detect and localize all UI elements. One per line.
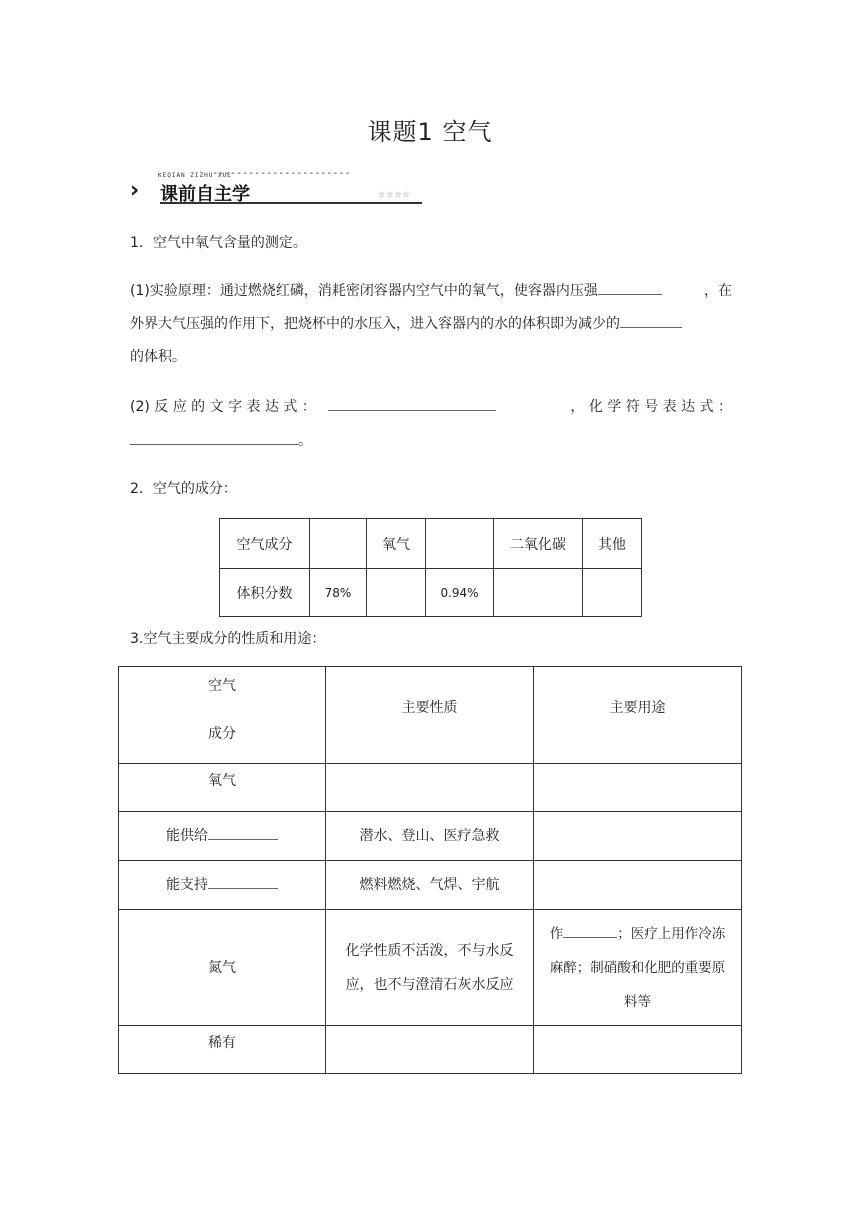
table-cell: 潜水、登山、医疗急救	[326, 812, 534, 861]
table-cell[interactable]	[534, 764, 742, 812]
header-col1-line2: 成分	[208, 726, 236, 742]
properties-table	[118, 666, 742, 1074]
q2-heading: 2．空气的成分：	[130, 481, 237, 497]
table-header-cell	[119, 667, 326, 764]
nitrogen-use-line3: 料等	[624, 993, 651, 1010]
table-header-cell: 主要性质	[326, 667, 534, 764]
table-cell: 空气成分	[220, 519, 310, 569]
blank-symbol-equation[interactable]	[130, 428, 298, 445]
q1-line4	[130, 392, 732, 422]
nitrogen-use-prefix: 作	[549, 925, 564, 942]
table-cell: 0.94%	[426, 569, 494, 617]
star-rating-icon: ☆☆☆☆	[378, 190, 411, 199]
table-cell[interactable]	[534, 861, 742, 910]
q1-p1-b: ，在	[704, 283, 732, 299]
q1-p2-b: ， 化 学 符 号 表 达 式 ：	[570, 399, 732, 415]
table-row	[220, 519, 642, 569]
table-cell[interactable]	[494, 569, 583, 617]
table-row	[119, 1026, 742, 1074]
q1-p2-c: 。	[298, 433, 312, 449]
nitrogen-use-line2: 麻醉；制硝酸和化肥的重要原	[549, 959, 726, 976]
table-cell[interactable]	[326, 764, 534, 812]
table-cell: 稀有	[119, 1026, 326, 1074]
q1-p2-a: (2) 反 应 的 文 字 表 达 式 ：	[130, 399, 316, 415]
table-row	[119, 764, 742, 812]
q1-p1-c: 外界大气压强的作用下，把烧杯中的水压入，进入容器内的水的体积即为减少的	[130, 316, 620, 332]
table-cell[interactable]	[326, 1026, 534, 1074]
table-cell	[326, 910, 534, 1026]
nitrogen-use-line1	[534, 917, 741, 951]
table-row	[119, 910, 742, 1026]
section-pinyin: KEQIAN ZIZHU XUE	[158, 172, 232, 179]
blank-word-equation[interactable]	[328, 394, 496, 411]
table-row	[119, 861, 742, 910]
blank-nitrogen-use[interactable]	[563, 921, 617, 938]
blank-support[interactable]	[208, 872, 278, 889]
section-label: 课前自主学	[160, 184, 250, 205]
section-banner	[130, 170, 422, 210]
table-cell: 氧气	[367, 519, 426, 569]
table-cell[interactable]	[426, 519, 494, 569]
table-cell: 二氧化碳	[494, 519, 583, 569]
nitrogen-property-line1: 化学性质不活泼，不与水反	[345, 942, 514, 959]
section-dashes: -----------------------	[212, 168, 351, 179]
q1-heading: 1．空气中氧气含量的测定。	[130, 235, 307, 251]
table-cell: 燃料燃烧、气焊、宇航	[326, 861, 534, 910]
table-cell	[534, 910, 742, 1026]
nitrogen-property-line2: 应，也不与澄清石灰水反应	[345, 976, 514, 993]
table-header-row	[119, 667, 742, 764]
q1-line2	[130, 309, 682, 339]
nitrogen-use-suffix: ；医疗上用作冷冻	[617, 925, 726, 942]
blank-volume[interactable]	[620, 311, 682, 328]
support-label: 能支持	[166, 877, 208, 893]
table-cell: 氮气	[119, 910, 326, 1026]
table-cell[interactable]	[583, 569, 642, 617]
section-underline	[160, 202, 422, 204]
blank-pressure[interactable]	[598, 278, 662, 295]
q1-line5	[130, 426, 312, 456]
table-cell: 氧气	[119, 764, 326, 812]
q1-p1-a: (1)实验原理：通过燃烧红磷，消耗密闭容器内空气中的氧气，使容器内压强	[130, 283, 598, 299]
table-cell[interactable]	[534, 812, 742, 861]
header-col1-line1: 空气	[208, 678, 236, 694]
table-cell: 其他	[583, 519, 642, 569]
table-cell[interactable]	[367, 569, 426, 617]
table-cell	[119, 861, 326, 910]
table-cell[interactable]	[534, 1026, 742, 1074]
composition-table	[219, 518, 642, 617]
q3-heading: 3.空气主要成分的性质和用途：	[130, 631, 326, 647]
table-row	[119, 812, 742, 861]
table-cell[interactable]	[310, 519, 367, 569]
table-cell: 78%	[310, 569, 367, 617]
blank-supply[interactable]	[208, 823, 278, 840]
q1-line1	[130, 276, 732, 306]
q1-p1-d: 的体积。	[130, 349, 186, 365]
table-cell: 体积分数	[220, 569, 310, 617]
table-cell	[119, 812, 326, 861]
table-row	[220, 569, 642, 617]
table-header-cell: 主要用途	[534, 667, 742, 764]
supply-label: 能供给	[166, 828, 208, 844]
page-title: 课题1 空气	[367, 118, 493, 146]
